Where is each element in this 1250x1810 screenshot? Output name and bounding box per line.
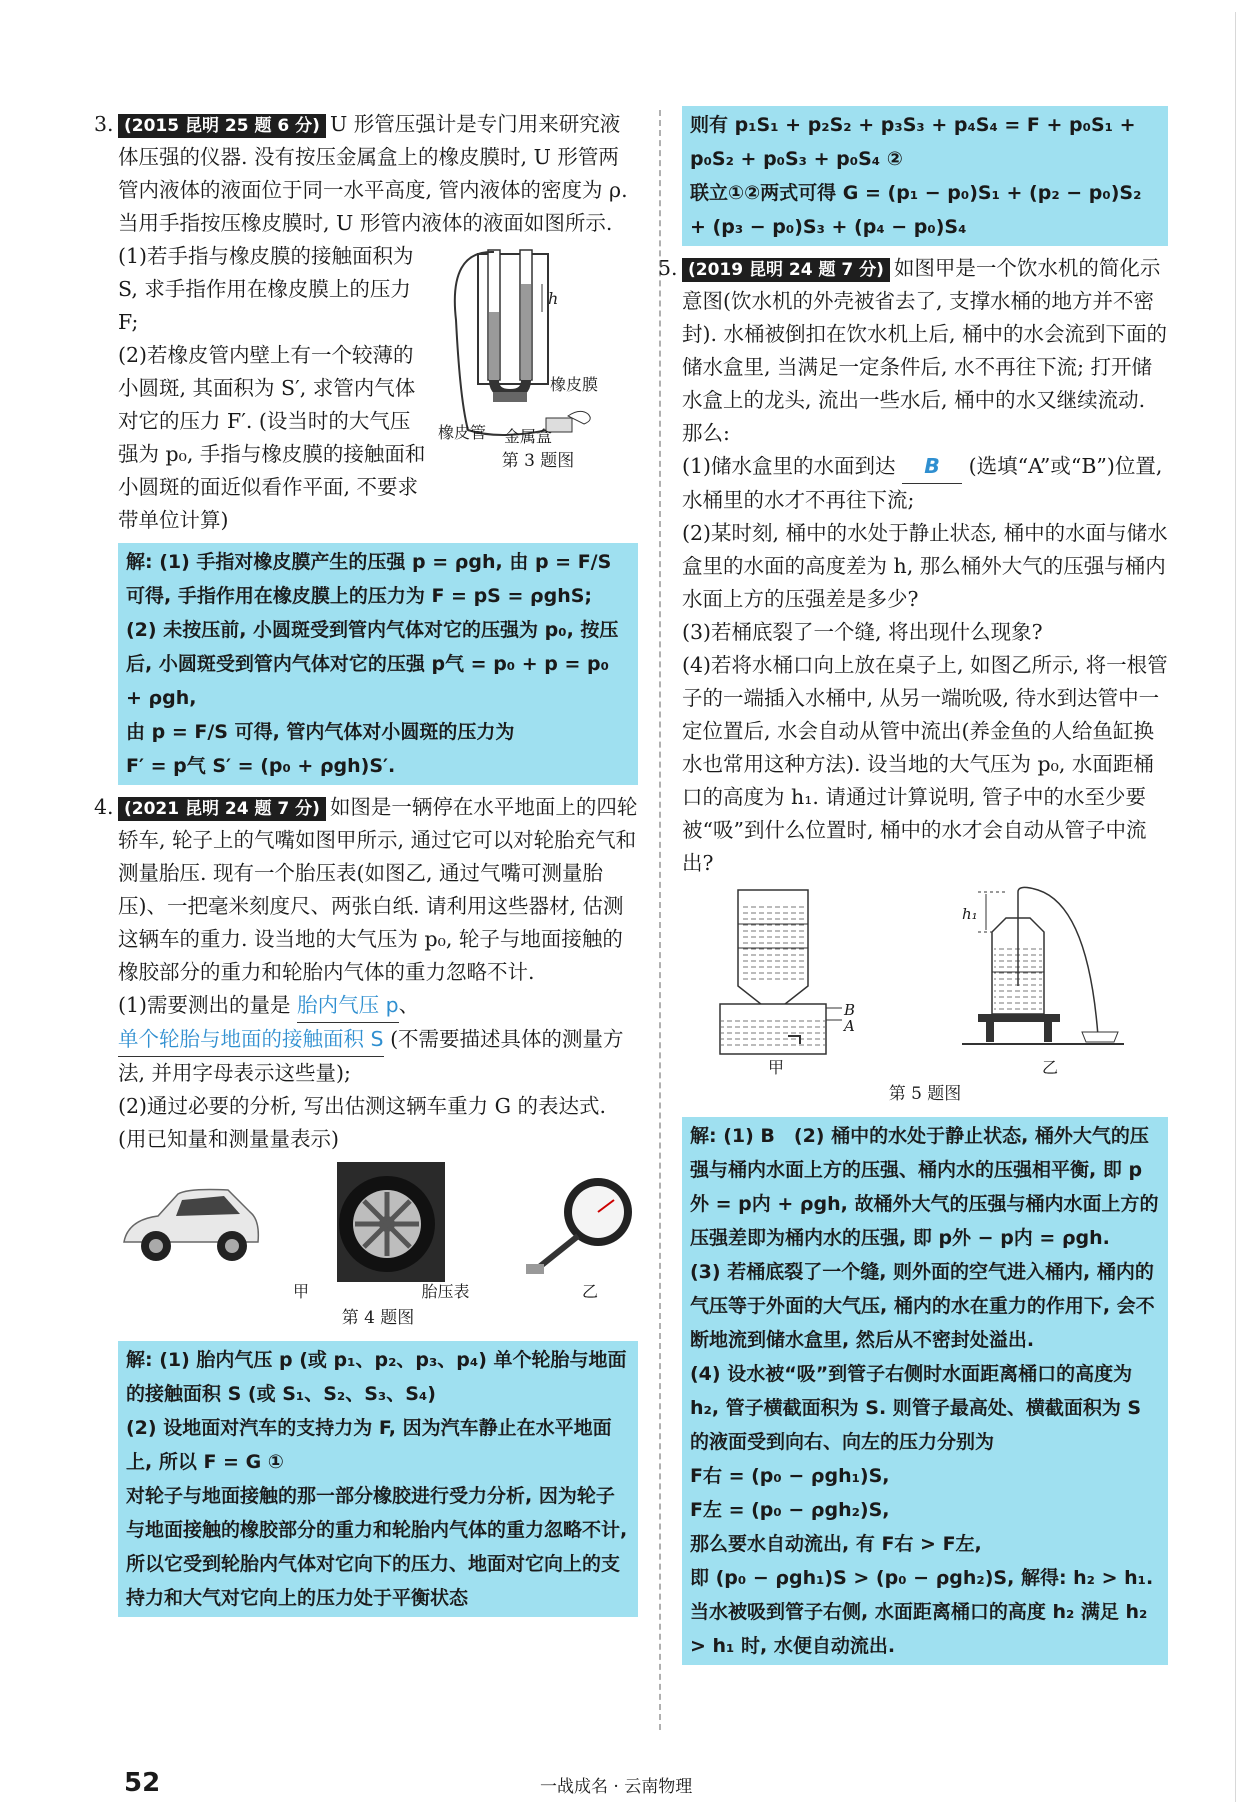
car-image — [118, 1172, 263, 1282]
source-tag: (2015 昆明 25 题 6 分) — [118, 114, 326, 138]
answer-line: 解: (1) 手指对橡皮膜产生的压强 p = ρgh, 由 p = F/S 可得, 手指作用在橡皮膜上的压力为 F = pS = ρghS; — [126, 551, 612, 607]
answer-line: 则有 p₁S₁ + p₂S₂ + p₃S₃ + p₄S₄ = F + p₀S₁ + p₀S₂ + p₀S₃ + p₀S₄ ② — [690, 114, 1136, 170]
question-5-part-3: (3)若桶底裂了一个缝, 将出现什么现象? — [682, 620, 1043, 644]
tire-valve-image — [337, 1162, 445, 1282]
question-text: 如图甲是一个饮水机的简化示意图(饮水机的外壳被省去了, 支撑水桶的地方并不密封). 水桶被倒扣在饮水机上后, 桶中的水会流到下面的储水盒里, 当满足一定条件后, 水不再往下流; 打开储水盒上的龙头, 流出一些水后, 桶中的水又继续流动. 那么: — [682, 256, 1168, 445]
figure-5-labels — [682, 1058, 1168, 1078]
siphon-figure — [958, 886, 1128, 1058]
question-3 — [94, 108, 638, 785]
pressure-gauge-image — [518, 1172, 638, 1282]
tube-label: 橡皮管 — [438, 423, 487, 442]
answer-line: 那么要水自动流出, 有 F右 > F左, — [690, 1533, 982, 1555]
question-number: 5. — [658, 256, 678, 280]
answer-blank: 胎内气压 p — [297, 989, 399, 1023]
question-5 — [658, 252, 1168, 1665]
answer-line: 解: (1) 胎内气压 p (或 p₁、p₂、p₃、p₄) 单个轮胎与地面的接触面积 S (或 S₁、S₂、S₃、S₄) — [126, 1349, 627, 1405]
figure-label-jia: 甲 — [293, 1282, 310, 1301]
answer-line: F′ = p气 S′ = (p₀ + ρgh)S′. — [126, 755, 396, 777]
figure-4 — [118, 1162, 638, 1282]
part-text: (选填“A”或“B”)位置, 水桶里的水才不再往下流; — [682, 454, 1163, 512]
figure-3 — [438, 240, 638, 476]
answer-blank: B — [902, 450, 962, 484]
question-text: U 形管压强计是专门用来研究液体压强的仪器. 没有按压金属盒上的橡皮膜时, U 形管两管内液体的液面位于同一水平高度, 管内液体的密度为 ρ. 当用手指按压橡皮膜时, U 形管内液体的液面如图所示. — [118, 112, 628, 235]
answer-line: 即 (p₀ − ρgh₁)S > (p₀ − ρgh₂)S, 解得: h₂ > h₁. — [690, 1567, 1154, 1589]
level-label-A: A — [844, 1017, 855, 1035]
column-divider — [659, 110, 661, 1730]
h-label: h — [548, 289, 559, 308]
page-edge — [1235, 12, 1236, 1802]
part-text: (1)储水盒里的水面到达 — [682, 454, 896, 478]
left-column — [94, 108, 638, 1623]
answer-line: 解: (1) B (2) 桶中的水处于静止状态, 桶外大气的压强与桶内水面上方的压强、桶内水的压强相平衡, 即 p外 = p内 + ρgh, 故桶外大气的压强与桶内水面上方的压强差即为桶内水的压强, 即 p外 − p内 = ρgh. — [690, 1125, 1159, 1249]
answer-line: (4) 设水被“吸”到管子右侧时水面距离桶口的高度为 h₂, 管子横截面积为 S. 则管子最高处、横截面积为 S 的液面受到向右、向左的压力分别为 — [690, 1363, 1142, 1453]
answer-line: F左 = (p₀ − ρgh₂)S, — [690, 1499, 890, 1521]
u-tube-bottom — [494, 380, 526, 394]
source-tag: (2019 昆明 24 题 7 分) — [682, 258, 890, 282]
figure-label-jia: 甲 — [768, 1058, 785, 1077]
stand-base — [493, 392, 527, 402]
answer-line: F右 = (p₀ − ρgh₁)S, — [690, 1465, 890, 1487]
question-text: 如图是一辆停在水平地面上的四轮轿车, 轮子上的气嘴如图甲所示, 通过它可以对轮胎充气和测量胎压. 现有一个胎压表(如图乙, 通过气嘴可测量胎压)、一把毫米刻度尺、两张白纸. 请利用这些器材, 估测这辆车的重力. 设当地的大气压为 p₀, 轮子与地面接触的橡胶部分的重力和轮胎内气体的重力忽略不计. — [118, 795, 638, 984]
question-4-part-1: (1)需要测出的量是 胎内气压 p、 单个轮胎与地面的接触面积 S (不需要描述具体的测量方法, 并用字母表示这些量); — [118, 989, 638, 1090]
level-label-B: B — [844, 1001, 856, 1019]
answer-line: 对轮子与地面接触的那一部分橡胶进行受力分析, 因为轮子与地面接触的橡胶部分的重力和轮胎内气体的重力忽略不计, 所以它受到轮胎内气体对它向下的压力、地面对它向上的支持力和大气对它向上的压力处于平衡状态 — [126, 1485, 628, 1609]
figure-label-yi: 乙 — [1041, 1058, 1058, 1077]
figure-3-caption: 第 3 题图 — [501, 451, 575, 471]
answer-line: (3) 若桶底裂了一个缝, 则外面的空气进入桶内, 桶内的气压等于外面的大气压, 桶内的水在重力的作用下, 会不断地流到储水盒里, 然后从不密封处溢出. — [690, 1261, 1155, 1351]
question-5-part-4: (4)若将水桶口向上放在桌子上, 如图乙所示, 将一根管子的一端插入水桶中, 从另一端吮吸, 待水到达管中一定位置后, 水会自动从管中流出(养金鱼的人给鱼缸换水也常用这种方法). 设当地的大气压为 p₀, 水面距桶口的高度为 h₁. 请通过计算说明, 管子中的水至少要被“吸”到什么位置时, 桶中的水才会自动从管子中流出? — [682, 653, 1168, 875]
answer-line: 联立①②两式可得 G = (p₁ − p₀)S₁ + (p₂ − p₀)S₂ + (p₃ − p₀)S₃ + (p₄ − p₀)S₄ — [690, 182, 1142, 238]
figure-5-yi — [958, 886, 1128, 1058]
answer-4-continued — [682, 106, 1168, 246]
question-5-part-1 — [682, 450, 1168, 517]
answer-5 — [682, 1117, 1168, 1665]
figure-label-gauge: 胎压表 — [421, 1282, 470, 1301]
liquid-right — [521, 284, 531, 380]
question-number: 4. — [94, 795, 114, 819]
page-footer: 一战成名 · 云南物理 — [540, 1777, 693, 1797]
answer-4 — [118, 1341, 638, 1617]
answer-line: 当水被吸到管子右侧, 水面距离桶口的高度 h₂ 满足 h₂ > h₁ 时, 水便自动流出. — [690, 1601, 1148, 1657]
answer-blank: 单个轮胎与地面的接触面积 S — [118, 1023, 384, 1057]
part-text: (不需要描述具体的测量方法, 并用字母表示这些量); — [118, 1027, 624, 1085]
right-column — [658, 108, 1168, 1671]
box-label: 金属盒 — [504, 427, 553, 446]
answer-line: 由 p = F/S 可得, 管内气体对小圆斑的压力为 — [126, 721, 515, 743]
liquid-left — [489, 312, 499, 380]
question-3-stem — [94, 108, 638, 240]
page-number: 52 — [124, 1768, 161, 1798]
figure-label-yi: 乙 — [581, 1282, 598, 1301]
part-text: (1)需要测出的量是 — [118, 993, 291, 1017]
answer-3 — [118, 543, 638, 785]
answer-line: (2) 设地面对汽车的支持力为 F, 因为汽车静止在水平地面上, 所以 F = G ① — [126, 1417, 612, 1473]
question-number: 3. — [94, 112, 114, 136]
figure-5 — [682, 880, 1168, 1058]
answer-line: (2) 未按压前, 小圆斑受到管内气体对它的压强为 p₀, 按压后, 小圆斑受到管内气体对它的压强 p气 = p₀ + p = p₀ + ρgh, — [126, 619, 619, 709]
question-4 — [94, 791, 638, 1617]
source-tag: (2021 昆明 24 题 7 分) — [118, 797, 326, 821]
question-3-part-1: (1)若手指与橡皮膜的接触面积为 S, 求手指作用在橡皮膜上的压力 F; — [118, 244, 414, 334]
question-4-stem — [94, 791, 638, 989]
figure-4-labels — [118, 1282, 638, 1302]
question-5-part-2: (2)某时刻, 桶中的水处于静止状态, 桶中的水面与储水盒里的水面的高度差为 h, 那么桶外大气的压强与桶内水面上方的压强差是多少? — [682, 521, 1168, 611]
rubber-tube — [455, 252, 548, 435]
question-3-part-2: (2)若橡皮管内壁上有一个较薄的小圆斑, 其面积为 S′, 求管内气体对它的压力 F′. (设当时的大气压强为 p₀, 手指与橡皮膜的接触面和小圆斑的面近似看作平面, 不要求带单位计算) — [118, 343, 426, 532]
water-dispenser-figure — [718, 886, 858, 1058]
membrane-label: 橡皮膜 — [550, 375, 599, 394]
question-4-part-2: (2)通过必要的分析, 写出估测这辆车重力 G 的表达式. (用已知量和测量量表示) — [118, 1094, 606, 1151]
figure-4-caption: 第 4 题图 — [341, 1308, 415, 1328]
h1-label: h₁ — [962, 905, 978, 923]
figure-5-jia — [718, 886, 858, 1058]
figure-5-caption: 第 5 题图 — [888, 1084, 962, 1104]
question-5-stem — [658, 252, 1168, 450]
